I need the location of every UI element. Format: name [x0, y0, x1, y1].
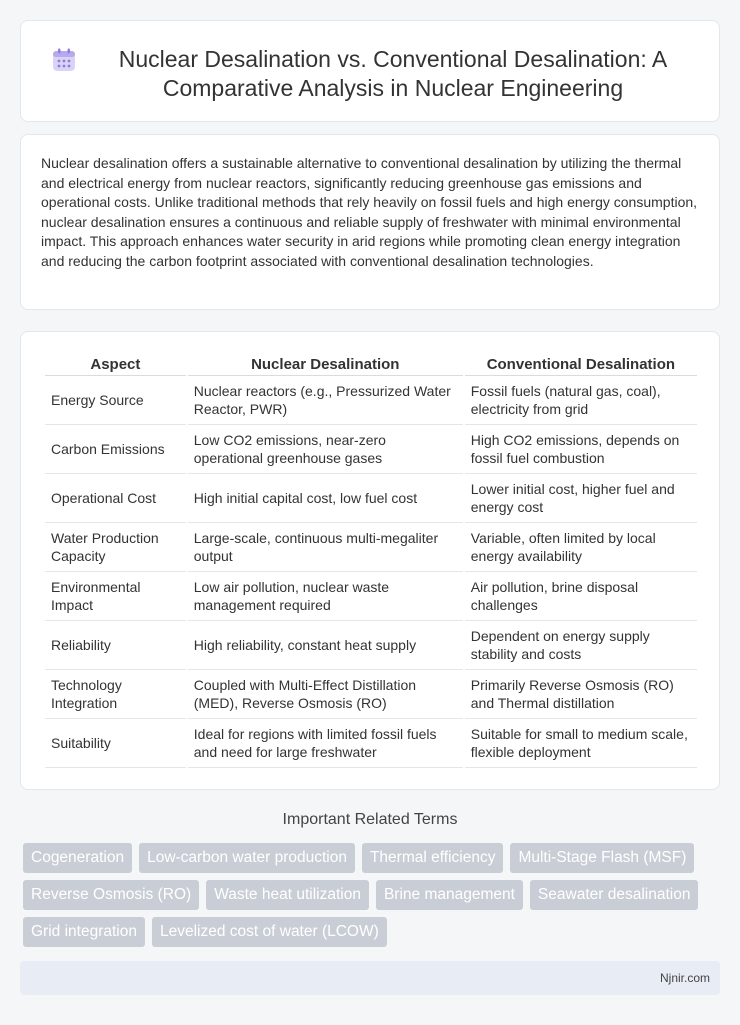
related-term-tag[interactable]: Seawater desalination — [530, 880, 699, 910]
cell-conventional: Lower initial cost, higher fuel and energy cost — [465, 474, 697, 523]
related-term-tag[interactable]: Grid integration — [23, 917, 145, 947]
table-row — [45, 425, 697, 474]
related-term-tag[interactable]: Brine management — [376, 880, 523, 910]
related-term-tag[interactable]: Thermal efficiency — [362, 843, 503, 873]
table-header-row — [45, 352, 697, 376]
cell-conventional: Air pollution, brine disposal challenges — [465, 572, 697, 621]
table-row — [45, 376, 697, 425]
cell-conventional: Suitable for small to medium scale, flexible deployment — [465, 719, 697, 768]
cell-conventional: Fossil fuels (natural gas, coal), electricity from grid — [465, 376, 697, 425]
cell-aspect: Carbon Emissions — [45, 425, 186, 474]
comparison-card — [20, 331, 720, 790]
cell-nuclear: Ideal for regions with limited fossil fuels and need for large freshwater — [188, 719, 463, 768]
cell-aspect: Reliability — [45, 621, 186, 670]
cell-aspect: Energy Source — [45, 376, 186, 425]
related-term-tag[interactable]: Levelized cost of water (LCOW) — [152, 917, 387, 947]
cell-nuclear: Coupled with Multi-Effect Distillation (MED), Reverse Osmosis (RO) — [188, 670, 463, 719]
intro-card — [20, 134, 720, 310]
related-term-tag[interactable]: Multi-Stage Flash (MSF) — [510, 843, 694, 873]
related-term-tag[interactable]: Cogeneration — [23, 843, 132, 873]
table-row — [45, 572, 697, 621]
calendar-icon — [51, 47, 77, 73]
cell-nuclear: High reliability, constant heat supply — [188, 621, 463, 670]
related-terms-list — [23, 843, 723, 947]
cell-conventional: High CO2 emissions, depends on fossil fuel combustion — [465, 425, 697, 474]
table-row — [45, 670, 697, 719]
footer — [20, 961, 720, 995]
comparison-table — [43, 352, 699, 768]
cell-aspect: Suitability — [45, 719, 186, 768]
intro-paragraph: Nuclear desalination offers a sustainable alternative to conventional desalination by utilizing the thermal and electrical energy from nuclear reactors, significantly reducing greenhouse gas emissions and operational costs. Unlike traditional methods that rely heavily on fossil fuels and high energy consumption, nuclear desalination ensures a continuous and reliable supply of freshwater with minimal environmental impact. This approach enhances water security in arid regions while promoting clean energy integration and reducing the carbon footprint associated with conventional desalination technologies. — [41, 155, 698, 269]
related-term-tag[interactable]: Reverse Osmosis (RO) — [23, 880, 199, 910]
cell-nuclear: High initial capital cost, low fuel cost — [188, 474, 463, 523]
cell-nuclear: Nuclear reactors (e.g., Pressurized Water Reactor, PWR) — [188, 376, 463, 425]
cell-aspect: Environmental Impact — [45, 572, 186, 621]
cell-nuclear: Low CO2 emissions, near-zero operational greenhouse gases — [188, 425, 463, 474]
cell-conventional: Dependent on energy supply stability and costs — [465, 621, 697, 670]
page-title: Nuclear Desalination vs. Conventional Desalination: A Comparative Analysis in Nuclear Engineering — [118, 46, 668, 101]
table-row — [45, 523, 697, 572]
cell-aspect: Technology Integration — [45, 670, 186, 719]
header-aspect: Aspect — [45, 352, 186, 376]
related-term-tag[interactable]: Low-carbon water production — [139, 843, 355, 873]
table-row — [45, 621, 697, 670]
related-term-tag[interactable]: Waste heat utilization — [206, 880, 369, 910]
title-card — [20, 20, 720, 122]
cell-nuclear: Low air pollution, nuclear waste management required — [188, 572, 463, 621]
table-row — [45, 474, 697, 523]
header-conventional: Conventional Desalination — [465, 352, 697, 376]
table-row — [45, 719, 697, 768]
cell-aspect: Water Production Capacity — [45, 523, 186, 572]
related-terms-heading: Important Related Terms — [282, 811, 458, 828]
cell-aspect: Operational Cost — [45, 474, 186, 523]
header-nuclear: Nuclear Desalination — [188, 352, 463, 376]
cell-conventional: Variable, often limited by local energy availability — [465, 523, 697, 572]
footer-site-link[interactable]: Njnir.com — [659, 971, 710, 985]
cell-conventional: Primarily Reverse Osmosis (RO) and Thermal distillation — [465, 670, 697, 719]
cell-nuclear: Large-scale, continuous multi-megaliter output — [188, 523, 463, 572]
